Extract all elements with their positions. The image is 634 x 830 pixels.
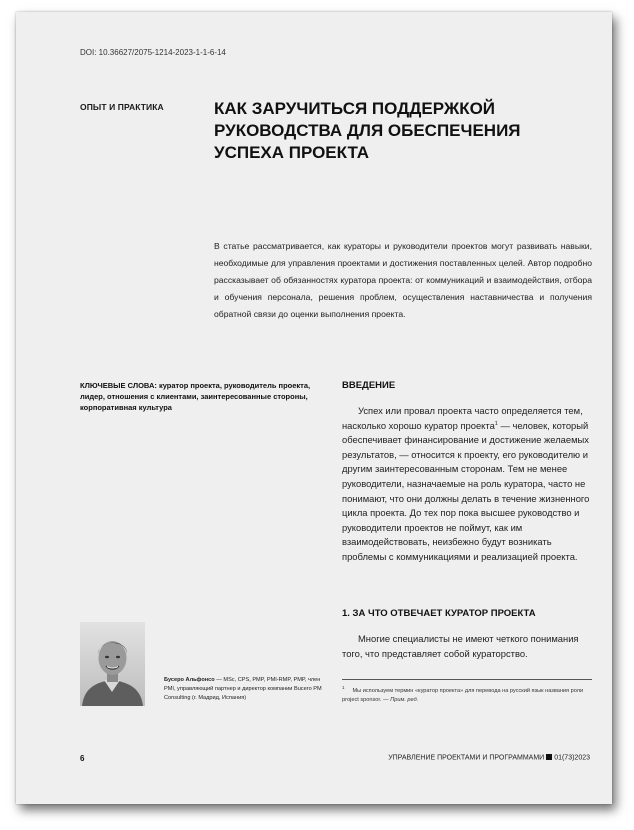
- section1-text: Многие специалисты не имеют четкого понимания того, что представляет собой кураторство.: [342, 633, 579, 659]
- keywords-text: куратор проекта, руководитель проекта, лидер, отношения с клиентами, заинтересованные стороны, корпоративная культура: [80, 381, 311, 412]
- author-portrait-icon: [80, 622, 145, 706]
- intro-heading: ВВЕДЕНИЕ: [342, 380, 396, 391]
- footnote-editor-note: Прим. ред.: [390, 696, 419, 703]
- section-label: ОПЫТ И ПРАКТИКА: [80, 102, 164, 112]
- intro-text: [342, 404, 592, 565]
- footnote-text: Мы используем термин «куратор проекта» для перевода на русский язык названия роли project sponsor. —: [342, 687, 584, 703]
- running-footer: [388, 754, 590, 762]
- author-name: Бусеро Альфонсо: [164, 677, 215, 683]
- journal-page: [16, 12, 612, 804]
- footnote-mark: 1: [494, 420, 498, 427]
- footnote: [342, 683, 592, 705]
- author-photo: [80, 622, 145, 706]
- square-bullet-icon: [546, 754, 552, 760]
- keywords-label: КЛЮЧЕВЫЕ СЛОВА:: [80, 381, 157, 390]
- journal-name: УПРАВЛЕНИЕ ПРОЕКТАМИ И ПРОГРАММАМИ: [388, 754, 545, 762]
- footnote-divider: [342, 679, 592, 680]
- doi: DOI: 10.36627/2075-1214-2023-1-1-6-14: [80, 48, 226, 57]
- author-info: [164, 676, 324, 703]
- abstract: В статье рассматривается, как кураторы и руководители проектов могут развивать навыки, необходимые для управления проектами и достижения поставленных целей. Автор подробно рассказывает об обязанностях куратора проекта: от коммуникаций и взаимодействия, отбора и обучения персонала, решения проблем, осуществления наставничества и получения обратной связи до оценки выполнения проекта.: [214, 241, 592, 319]
- section1-heading: 1. ЗА ЧТО ОТВЕЧАЕТ КУРАТОР ПРОЕКТА: [342, 608, 536, 619]
- author-bio: — MSc, CPS, PMP, PMI-RMP, PMP, член PMI, управляющий партнер и директор компании Bucero PM Consulting (г. Мадрид, Испания): [164, 677, 322, 701]
- keywords: [80, 380, 316, 413]
- page-number: 6: [80, 754, 85, 763]
- intro-text-after: — человек, который обеспечивает финансирование и достижение желаемых результатов, — относится к проекту, его руководителю и другим заинтересованным сторонам. Тем не менее руководители, назначаемые на роль куратора, часто не понимают, что они должны делать в течение жизненного цикла проекта. До тех пор пока высшее руководство и руководители проектов не поймут, как им взаимодействовать, неизбежно будут возникать проблемы с коммуникациями и реализацией проекта.: [342, 419, 590, 562]
- footnote-number: 1: [342, 685, 345, 690]
- journal-issue: 01(73)2023: [554, 754, 590, 762]
- article-title: КАК ЗАРУЧИТЬСЯ ПОДДЕРЖКОЙ РУКОВОДСТВА ДЛЯ ОБЕСПЕЧЕНИЯ УСПЕХА ПРОЕКТА: [214, 99, 521, 162]
- intro-text-before: Успех или провал проекта часто определяется тем, насколько хорошо куратор проекта: [342, 405, 583, 431]
